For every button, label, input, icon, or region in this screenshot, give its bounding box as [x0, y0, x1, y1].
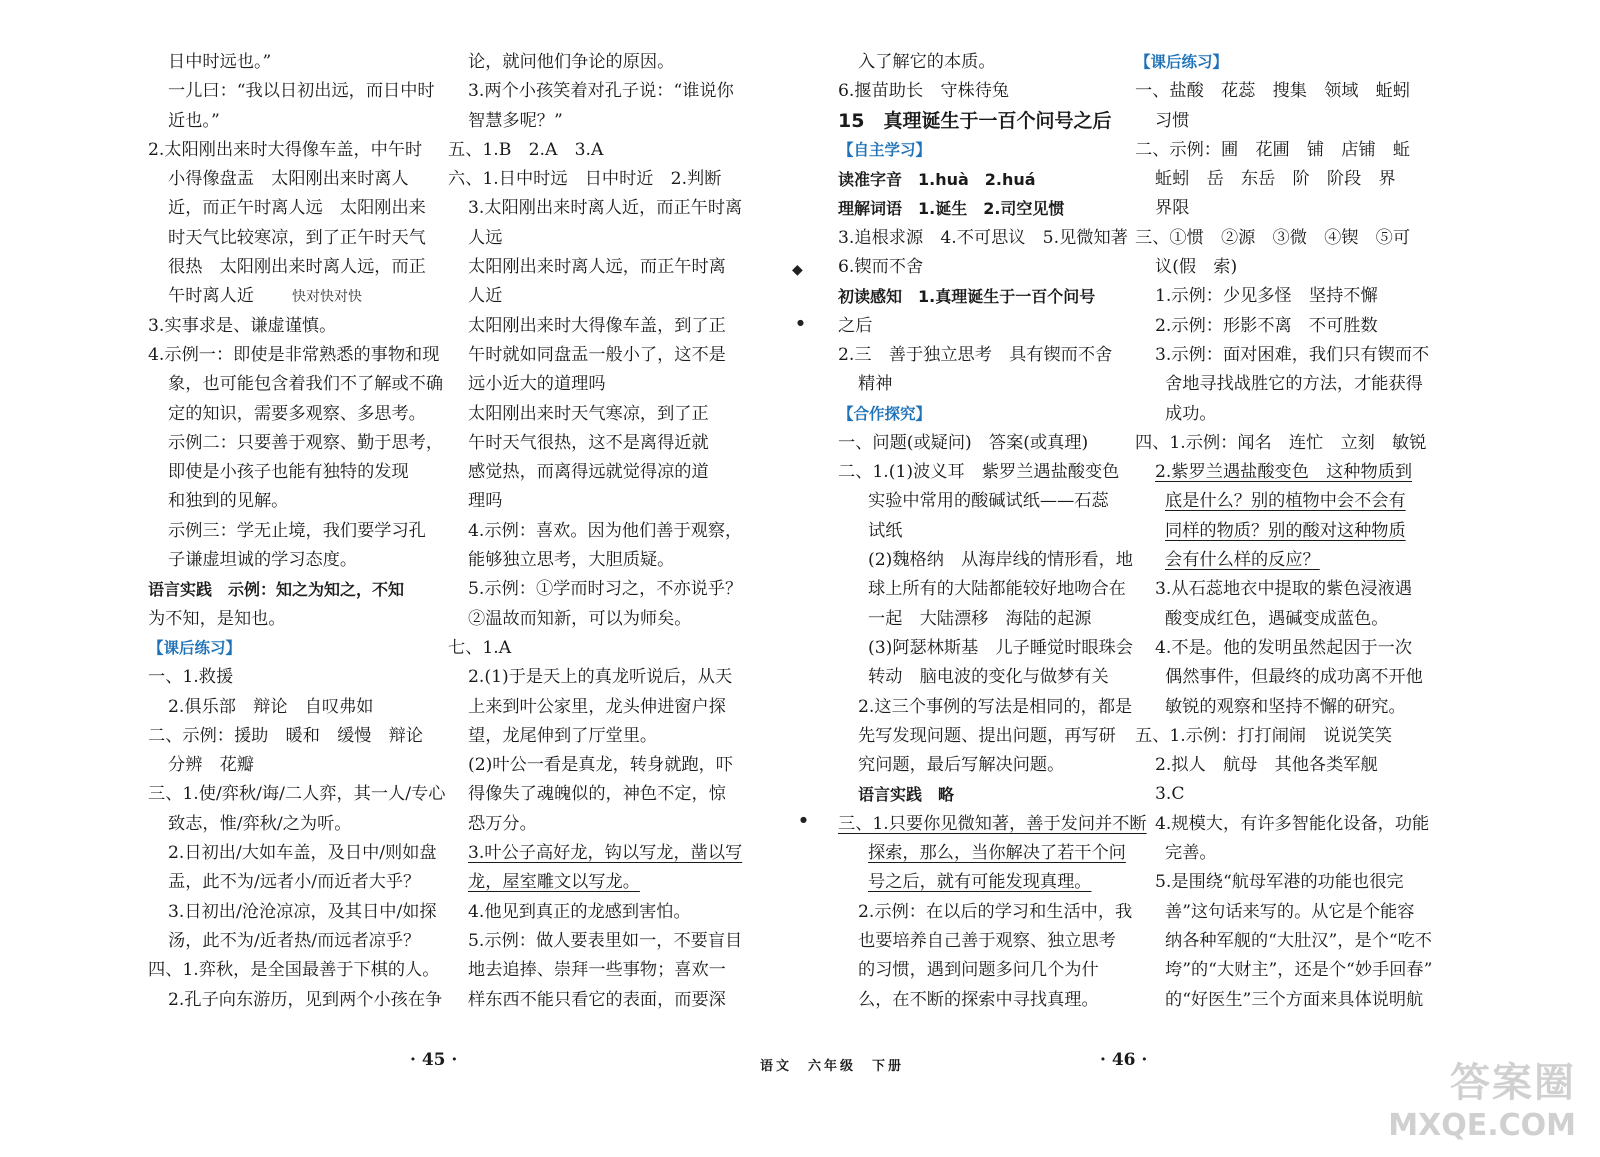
text-line: 四、1.弈秋，是全国最善于下棋的人。: [148, 960, 440, 981]
text-line: 议(假 索): [1155, 257, 1238, 278]
text-line: 5.示例：做人要表里如一，不要盲目: [468, 930, 743, 951]
text-line: 2.太阳刚出来时大得像车盖，中午时: [148, 139, 423, 160]
text-line: 午时天气很热，这不是离得近就: [468, 432, 709, 453]
text-line: 四、1.示例：闻名 连忙 立刻 敏锐: [1135, 432, 1427, 453]
text-line: ②温故而知新，可以为师矣。: [468, 608, 692, 629]
text-line: 4.示例：喜欢。因为他们善于观察，: [468, 520, 743, 541]
text-line: 究问题，最后写解决问题。: [858, 755, 1065, 776]
text-line: (3)阿瑟林斯基 儿子睡觉时眼珠会: [868, 637, 1133, 658]
text-line: 智慧多呢？”: [468, 110, 563, 131]
underlined-answer-line: 会有什么样的反应？: [1165, 550, 1320, 571]
scan-dot-icon: ●: [797, 318, 804, 327]
text-line: 3.两个小孩笑着对孔子说：“谁说你: [468, 81, 734, 102]
text-line: 3.示例：面对困难，我们只有锲而不: [1155, 344, 1430, 365]
text-line: 3.实事求是、谦虚谨慎。: [148, 315, 337, 336]
text-line: 入了解它的本质。: [858, 52, 996, 72]
text-line: 理吗: [468, 491, 503, 512]
text-line: 一、盐酸 花蕊 搜集 领域 蚯蚓: [1135, 81, 1411, 102]
text-line: 4.他见到真正的龙感到害怕。: [468, 901, 691, 922]
text-line: 5.示例：①学而时习之，不亦说乎？: [468, 579, 743, 600]
text-line: 三、1.使/弈秋/诲/二人弈，其一人/专心: [148, 784, 446, 805]
text-line: 上来到叶公家里，龙头伸进窗户探: [468, 696, 726, 717]
text-line: 酸变成红色，遇碱变成蓝色。: [1165, 608, 1389, 629]
text-line: 二、示例：圃 花圃 铺 店铺 蚯: [1135, 139, 1411, 160]
text-line: 太阳刚出来时天气寒凉，到了正: [468, 403, 709, 424]
text-line: 善”这句话来写的。从它是个能容: [1165, 901, 1415, 922]
text-line: 子谦虚坦诚的学习态度。: [168, 550, 358, 571]
answer-column-1: [148, 48, 448, 1015]
text-line: 汤，此不为/近者热/而远者凉乎？: [168, 930, 421, 951]
text-line: 读准字音 1.huà 2.huá: [838, 170, 1036, 190]
section-heading: 【课后练习】: [148, 638, 242, 657]
section-heading: 【自主学习】: [838, 140, 932, 159]
text-line: 完善。: [1165, 843, 1217, 864]
text-line: 日中时远也。”: [168, 52, 272, 72]
text-line: 时天气比较寒凉，到了正午时天气: [168, 227, 426, 248]
text-line: 4.示例一：即使是非常熟悉的事物和现: [148, 344, 440, 365]
text-line: 界限: [1155, 198, 1190, 219]
text-line: 太阳刚出来时大得像车盖，到了正: [468, 315, 726, 336]
text-line: 和独到的见解。: [168, 491, 289, 512]
text-line: 2.这三个事例的写法是相同的，都是: [858, 696, 1133, 717]
answer-column-2: [448, 48, 748, 1015]
text-line: 2.示例：在以后的学习和生活中，我: [858, 901, 1133, 922]
text-line: 感觉热，而离得远就觉得凉的道: [468, 462, 709, 483]
text-line: 偶然事件，但最终的成功离不开他: [1165, 667, 1423, 688]
text-line: 敏锐的观察和坚持不懈的研究。: [1165, 696, 1406, 717]
text-line: 样东西不能只看它的表面，而要深: [468, 989, 726, 1010]
text-line: 初读感知 1.真理诞生于一百个问号: [838, 287, 1096, 307]
text-line: [148, 282, 448, 311]
text-line: 4.不是。他的发明虽然起因于一次: [1155, 637, 1413, 658]
text-line: 为不知，是知也。: [148, 608, 286, 629]
text-line: 纳各种军舰的“大肚汉”，是个“吃不: [1165, 930, 1432, 951]
underlined-answer-line: 底是什么？别的植物中会不会有: [1165, 491, 1406, 512]
watermark-url: MXQE.COM: [1388, 1108, 1576, 1143]
text-line: 3.太阳刚出来时离人近，而正午时离: [468, 198, 743, 219]
text-line: 2.三 善于独立思考 具有锲而不舍: [838, 344, 1113, 365]
text-line: 一起 大陆漂移 海陆的起源: [868, 608, 1092, 629]
text-line: 示例三：学无止境，我们要学习孔: [168, 520, 426, 541]
text-line: 象，也可能包含着我们不了解或不确: [168, 374, 444, 395]
text-line: 分辨 花瓣: [168, 755, 254, 776]
text-line: 二、示例：援助 暖和 缓慢 辩论: [148, 725, 424, 746]
watermark-logo-text: 答案圈: [1450, 1060, 1576, 1106]
text-line: 二、1.(1)波义耳 紫罗兰遇盐酸变色: [838, 462, 1120, 483]
answer-column-3: [838, 48, 1147, 1015]
text-line: 试纸: [868, 520, 903, 541]
text-line: 论，就问他们争论的原因。: [468, 52, 675, 72]
text-line: 3.日初出/沧沧凉凉，及其日中/如探: [168, 901, 437, 922]
text-line: 人远: [468, 227, 503, 248]
text-line: 3.追根求源 4.不可思议 5.见微知著: [838, 227, 1128, 248]
underlined-answer-line: 龙，屋室雕文以写龙。: [468, 872, 640, 893]
text-line: 6.揠苗助长 守株待兔: [838, 81, 1010, 102]
text-line: 很热 太阳刚出来时离人远，而正: [168, 257, 426, 278]
text-line: 一儿曰：“我以日初出远，而日中时: [168, 81, 435, 102]
text-line: 2.日初出/大如车盖，及日中/则如盘: [168, 843, 437, 864]
text-line: 3.从石蕊地衣中提取的紫色浸液遇: [1155, 579, 1413, 600]
text-line: 盂，此不为/远者小/而近者大乎？: [168, 872, 421, 893]
page-number-right: · 46 ·: [1100, 1050, 1148, 1070]
underlined-answer-line: 三、1.只要你见微知著，善于发问并不断: [838, 813, 1147, 834]
underlined-answer-line: 探索，那么，当你解决了若干个问: [868, 843, 1126, 864]
text-line: 么，在不断的探索中寻找真理。: [858, 989, 1099, 1010]
text-line: 2.拟人 航母 其他各类军舰: [1155, 755, 1378, 776]
underlined-answer-line: 2.紫罗兰遇盐酸变色 这种物质到: [1155, 462, 1413, 483]
site-watermark: [1388, 1051, 1576, 1143]
text-segment: 午时离人近: [168, 286, 254, 307]
text-line: 2.示例：形影不离 不可胜数: [1155, 315, 1378, 336]
text-line: 成功。: [1165, 403, 1217, 424]
text-line: 2.俱乐部 辩论 自叹弗如: [168, 696, 374, 717]
text-line: 致志，惟/弈秋/之为听。: [168, 813, 352, 834]
text-line: 之后: [838, 315, 873, 336]
text-line: 习惯: [1155, 110, 1190, 131]
text-line: 六、1.日中时远 日中时近 2.判断: [448, 169, 722, 190]
text-line: 理解词语 1.诞生 2.司空见惯: [838, 199, 1065, 219]
text-line: 定的知识，需要多观察、多思考。: [168, 403, 426, 424]
book-footer: 语文 六年级 下册: [760, 1059, 905, 1074]
lesson-title: 15 真理诞生于一百个问号之后: [838, 109, 1112, 132]
text-line: (2)叶公一看是真龙，转身就跑，吓: [468, 755, 733, 776]
text-line: 垮”的“大财主”，还是个“妙手回春”: [1165, 960, 1433, 981]
scan-dot-icon: ●: [800, 815, 807, 824]
text-line: 一、1.救援: [148, 667, 234, 688]
section-heading: 【合作探究】: [838, 404, 932, 423]
text-line: 4.规模大，有许多智能化设备，功能: [1155, 813, 1430, 834]
text-line: 先写发现问题、提出问题，再写研: [858, 725, 1116, 746]
answer-column-4: [1135, 48, 1465, 1015]
handwritten-note: 快对快对快: [291, 289, 362, 306]
text-line: 近，而正午时离人远 太阳刚出来: [168, 198, 426, 219]
text-line: 蚯蚓 岳 东岳 阶 阶段 界: [1155, 169, 1396, 190]
text-line: 远小近大的道理吗: [468, 374, 606, 395]
text-line: 示例二：只要善于观察、勤于思考，: [168, 432, 444, 453]
text-line: 人近: [468, 286, 503, 307]
text-line: (2)魏格纳 从海岸线的情形看，地: [868, 550, 1133, 571]
text-line: 转动 脑电波的变化与做梦有关: [868, 667, 1109, 688]
text-line: 的“好医生”三个方面来具体说明航: [1165, 989, 1424, 1010]
text-line: 太阳刚出来时离人远，而正午时离: [468, 257, 726, 278]
underlined-answer-line: 号之后，就有可能发现真理。: [868, 872, 1092, 893]
text-line: 2.孔子向东游历，见到两个小孩在争: [168, 989, 443, 1010]
text-line: 精神: [858, 374, 893, 395]
text-line: 2.(1)于是天上的真龙听说后，从天: [468, 667, 733, 688]
text-line: 七、1.A: [448, 637, 512, 658]
text-line: 3.C: [1155, 784, 1185, 805]
text-line: 近也。”: [168, 110, 220, 131]
text-line: 实验中常用的酸碱试纸——石蕊: [868, 491, 1109, 512]
text-line: 五、1.示例：打打闹闹 说说笑笑: [1135, 725, 1393, 746]
text-line: 三、①惯 ②源 ③微 ④锲 ⑤可: [1135, 227, 1411, 248]
text-line: 地去追捧、崇拜一些事物；喜欢一: [468, 960, 726, 981]
text-line: 能够独立思考，大胆质疑。: [468, 550, 675, 571]
text-line: 5.是围绕“航母军港的功能也很完: [1155, 872, 1404, 893]
text-line: 望，龙尾伸到了厅堂里。: [468, 725, 658, 746]
text-line: 语言实践 示例：知之为知之，不知: [148, 580, 405, 600]
scan-mark-icon: ◆: [792, 262, 803, 278]
text-line: 的习惯，遇到问题多问几个为什: [858, 960, 1099, 981]
text-line: 午时就如同盘盂一般小了，这不是: [468, 344, 726, 365]
text-line: 恐万分。: [468, 813, 537, 834]
underlined-answer-line: 同样的物质？别的酸对这种物质: [1165, 520, 1406, 541]
underlined-answer-line: 3.叶公子高好龙，钩以写龙，凿以写: [468, 843, 743, 864]
text-line: 五、1.B 2.A 3.A: [448, 139, 604, 160]
text-line: 得像失了魂魄似的，神色不定，惊: [468, 784, 726, 805]
text-line: 球上所有的大陆都能较好地吻合在: [868, 579, 1126, 600]
text-line: 1.示例：少见多怪 坚持不懈: [1155, 286, 1378, 307]
text-line: 一、问题(或疑问) 答案(或真理): [838, 432, 1089, 453]
page-number-left: · 45 ·: [410, 1050, 458, 1070]
text-line: 舍地寻找战胜它的方法，才能获得: [1165, 374, 1423, 395]
text-line: 6.锲而不舍: [838, 257, 924, 278]
text-line: 即使是小孩子也能有独特的发现: [168, 462, 409, 483]
text-line: 语言实践 略: [858, 785, 955, 805]
text-line: 小得像盘盂 太阳刚出来时离人: [168, 169, 409, 190]
section-heading: 【课后练习】: [1135, 53, 1229, 71]
text-line: 也要培养自己善于观察、独立思考: [858, 930, 1116, 951]
